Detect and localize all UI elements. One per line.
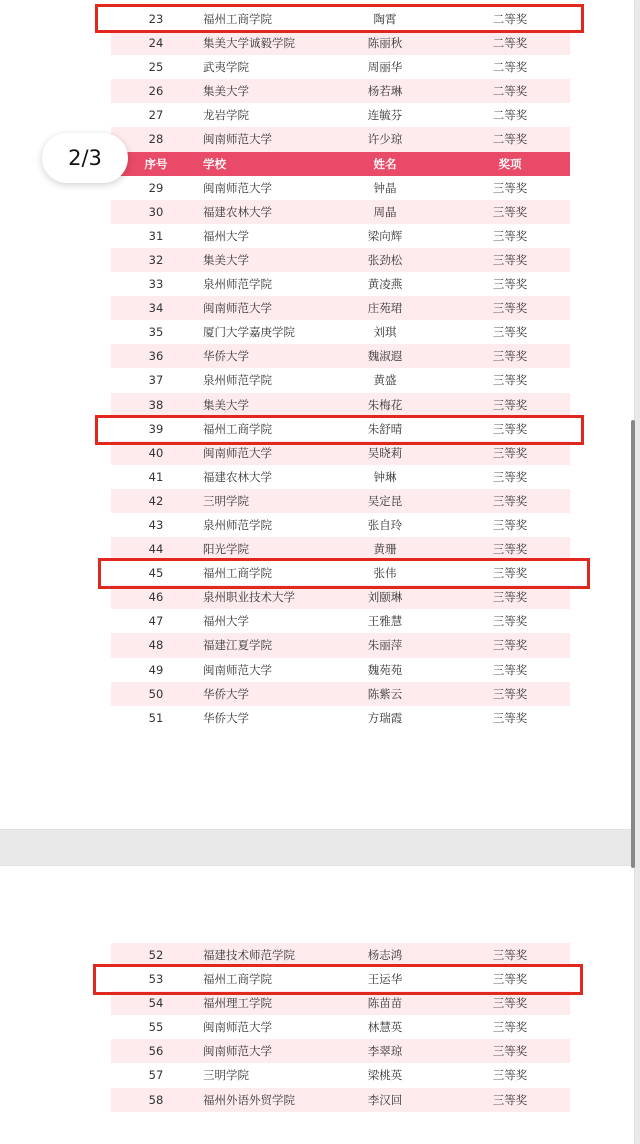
cell-no: 28 [148,132,164,147]
cell-no: 50 [148,686,164,701]
cell-school: 华侨大学 [203,710,249,725]
table-header-row [111,152,570,176]
cell-no: 56 [148,1044,164,1059]
cell-name: 刘琪 [373,325,397,340]
cell-no: 58 [148,1092,164,1107]
cell-name: 周丽华 [367,60,403,75]
scrollbar-thumb[interactable] [631,420,635,868]
cell-school: 福建江夏学院 [203,638,272,653]
cell-award: 三等奖 [492,325,528,340]
table-row [111,609,570,633]
cell-award: 三等奖 [492,204,528,219]
cell-no: 45 [148,566,164,581]
cell-award: 三等奖 [492,373,528,388]
cell-name: 李汉回 [367,1092,403,1107]
cell-no: 49 [148,662,164,677]
cell-award: 三等奖 [492,421,528,436]
cell-school: 闽南师范大学 [203,662,272,677]
cell-name: 魏苑苑 [367,662,403,677]
cell-name: 朱舒晴 [367,421,403,436]
cell-name: 王雅慧 [367,614,403,629]
cell-award: 三等奖 [492,1020,528,1035]
cell-school: 福州工商学院 [203,421,272,436]
cell-name: 张自玲 [367,518,403,532]
cell-award: 三等奖 [492,277,528,292]
cell-school: 泉州师范学院 [203,373,272,388]
table-row [111,7,570,31]
cell-school: 阳光学院 [203,542,249,557]
cell-award: 三等奖 [492,1044,528,1059]
table-row [111,682,570,706]
document-page-2 [0,866,634,1144]
cell-school: 泉州职业技术大学 [203,590,295,605]
cell-school: 福州工商学院 [203,12,272,26]
cell-award: 三等奖 [492,710,528,725]
header-no: 序号 [144,156,168,171]
cell-name: 林慧英 [367,1020,403,1035]
cell-school: 华侨大学 [203,349,249,364]
table-row [111,368,570,392]
cell-school: 泉州师范学院 [203,277,272,292]
header-name: 姓名 [373,156,397,171]
cell-award: 三等奖 [492,301,528,316]
cell-award: 三等奖 [492,996,528,1011]
cell-no: 33 [148,277,164,292]
table-row [111,103,570,127]
cell-award: 三等奖 [492,1068,528,1083]
cell-award: 三等奖 [492,518,528,532]
cell-award: 三等奖 [492,228,528,243]
cell-name: 方瑞霞 [367,710,403,725]
table-row [111,393,570,417]
table-row [111,296,570,320]
cell-school: 三明学院 [203,493,249,508]
cell-school: 闽南师范大学 [203,132,272,147]
cell-school: 集美大学 [203,84,249,99]
header-school: 学校 [203,156,226,171]
cell-no: 38 [148,397,164,412]
cell-school: 闽南师范大学 [203,1044,272,1059]
table-row [111,320,570,344]
table-row [111,1039,570,1063]
cell-name: 吴定昆 [367,493,403,508]
cell-no: 52 [148,948,164,962]
cell-award: 三等奖 [492,1092,528,1107]
cell-no: 57 [148,1068,164,1083]
table-row [111,1015,570,1039]
cell-school: 闽南师范大学 [203,445,272,460]
cell-no: 34 [148,301,164,316]
cell-name: 黄珊 [373,542,397,557]
cell-no: 32 [148,252,164,267]
cell-award: 三等奖 [492,638,528,653]
cell-no: 54 [148,996,164,1011]
cell-no: 51 [148,710,164,725]
cell-school: 福州工商学院 [203,972,272,987]
cell-award: 二等奖 [492,12,528,26]
cell-name: 李翠琼 [367,1044,403,1059]
cell-name: 刘颐琳 [367,590,403,605]
table-row [111,489,570,513]
table-row [111,79,570,103]
table-row [111,991,570,1015]
cell-school: 华侨大学 [203,686,249,701]
cell-name: 陶霄 [373,12,397,26]
table-row [111,943,570,967]
table-row [111,31,570,55]
cell-name: 张劲松 [367,252,403,267]
cell-award: 三等奖 [492,445,528,460]
table-row [111,344,570,368]
cell-no: 25 [148,60,164,75]
cell-award: 二等奖 [492,36,528,51]
cell-name: 张伟 [373,566,397,581]
cell-name: 梁向辉 [367,228,403,243]
cell-name: 钟晶 [373,180,397,195]
awards-table-page2 [111,943,570,1112]
cell-award: 二等奖 [492,108,528,123]
cell-award: 二等奖 [492,132,528,147]
cell-award: 三等奖 [492,542,528,557]
table-row [111,513,570,537]
cell-award: 三等奖 [492,566,528,581]
cell-school: 集美大学 [203,252,249,267]
cell-name: 黄凌燕 [367,277,403,292]
cell-no: 35 [148,325,164,340]
cell-school: 福州大学 [203,228,249,243]
cell-award: 二等奖 [492,84,528,99]
cell-no: 47 [148,614,164,629]
cell-name: 梁桃英 [367,1068,403,1083]
cell-award: 三等奖 [492,662,528,677]
table-row [111,561,570,585]
table-row [111,224,570,248]
cell-name: 陈丽秋 [367,36,403,51]
cell-school: 福州工商学院 [203,566,272,581]
cell-no: 55 [148,1020,164,1035]
table-row [111,55,570,79]
cell-name: 黄盛 [373,373,397,388]
cell-name: 杨若琳 [367,84,403,99]
table-row [111,127,570,151]
page-indicator: 2/3 [42,133,128,183]
cell-no: 41 [148,469,164,484]
cell-school: 闽南师范大学 [203,301,272,316]
table-row [111,633,570,657]
table-row [111,585,570,609]
cell-school: 福州理工学院 [203,996,272,1011]
cell-name: 朱丽萍 [367,638,403,653]
table-row [111,417,570,441]
table-row [111,465,570,489]
cell-award: 三等奖 [492,686,528,701]
cell-award: 三等奖 [492,252,528,267]
cell-school: 福建农林大学 [203,204,272,219]
cell-no: 39 [148,421,164,436]
cell-school: 福建技术师范学院 [203,948,295,962]
cell-no: 30 [148,204,164,219]
cell-school: 厦门大学嘉庚学院 [203,325,295,340]
cell-no: 36 [148,349,164,364]
cell-school: 泉州师范学院 [203,518,272,532]
cell-no: 40 [148,445,164,460]
cell-award: 二等奖 [492,60,528,75]
cell-name: 庄苑珺 [367,301,403,316]
cell-no: 27 [148,108,164,123]
cell-no: 23 [148,12,164,26]
table-row [111,248,570,272]
cell-no: 43 [148,518,164,532]
table-row [111,658,570,682]
awards-table-header-wrap [111,152,570,176]
table-row [111,441,570,465]
table-row [111,706,570,730]
cell-award: 三等奖 [492,349,528,364]
cell-no: 46 [148,590,164,605]
cell-no: 26 [148,84,164,99]
cell-school: 福建农林大学 [203,469,272,484]
cell-no: 42 [148,493,164,508]
awards-table-bottom [111,176,570,730]
cell-name: 周晶 [373,204,397,219]
cell-name: 陈苗苗 [367,996,403,1011]
cell-no: 37 [148,373,164,388]
table-row [111,272,570,296]
cell-no: 48 [148,638,164,653]
cell-school: 龙岩学院 [203,108,249,123]
cell-school: 集美大学诚毅学院 [203,36,295,51]
cell-name: 许少琼 [367,132,403,147]
cell-school: 武夷学院 [203,60,249,75]
cell-name: 钟琳 [373,469,397,484]
cell-school: 福州外语外贸学院 [203,1092,295,1107]
cell-award: 三等奖 [492,614,528,629]
cell-name: 杨志鸿 [367,948,403,962]
cell-name: 吴晓莉 [367,445,403,460]
cell-award: 三等奖 [492,397,528,412]
cell-no: 31 [148,228,164,243]
awards-table-top [111,7,570,152]
cell-name: 朱梅花 [367,397,403,412]
header-award: 奖项 [498,156,522,171]
cell-name: 王运华 [367,972,403,987]
cell-school: 闽南师范大学 [203,1020,272,1035]
cell-award: 三等奖 [492,590,528,605]
cell-no: 29 [148,180,164,195]
cell-no: 24 [148,36,164,51]
cell-award: 三等奖 [492,469,528,484]
cell-award: 三等奖 [492,493,528,508]
cell-award: 三等奖 [492,948,528,962]
cell-award: 三等奖 [492,180,528,195]
cell-school: 闽南师范大学 [203,180,272,195]
cell-name: 魏淑遐 [367,349,403,364]
table-row [111,1063,570,1087]
cell-school: 集美大学 [203,397,249,412]
cell-name: 陈紫云 [367,686,403,701]
table-row [111,176,570,200]
cell-school: 三明学院 [203,1068,249,1083]
cell-no: 53 [148,972,164,987]
cell-school: 福州大学 [203,614,249,629]
table-row [111,200,570,224]
table-row [111,537,570,561]
cell-name: 连毓芬 [367,108,403,123]
cell-award: 三等奖 [492,972,528,987]
table-row [111,967,570,991]
table-row [111,1088,570,1112]
cell-no: 44 [148,542,164,557]
